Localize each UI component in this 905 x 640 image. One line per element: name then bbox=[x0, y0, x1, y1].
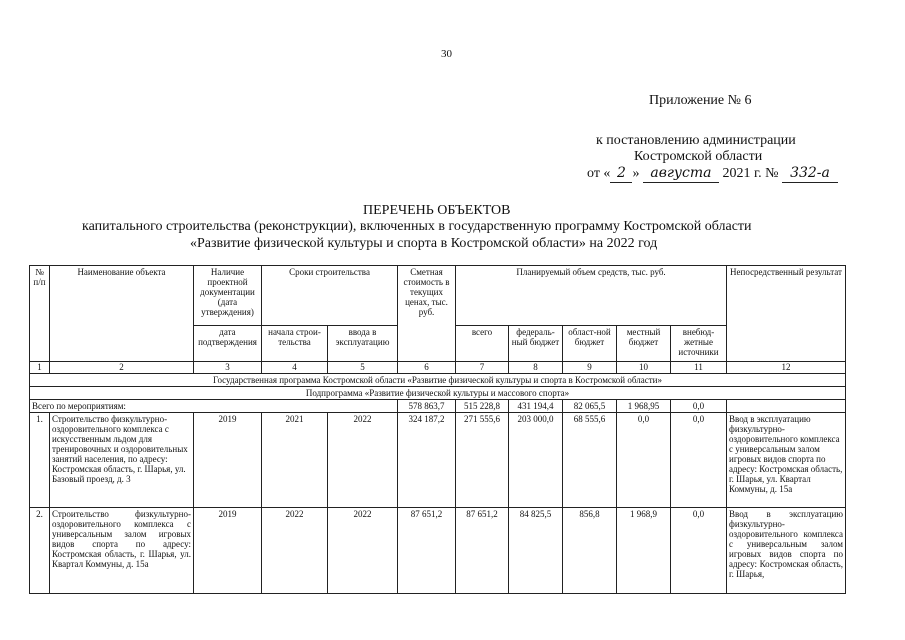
total-total: 515 228,8 bbox=[456, 400, 509, 413]
decree-year: 2021 г. № bbox=[722, 166, 779, 181]
col-number: 1 bbox=[30, 362, 50, 374]
row-result: Ввод в эксплуатацию физкультурно-оздоровительного комплекса с универсальным залом игровых видов спорта по адресу: Костромская область, г. Шарья, bbox=[727, 508, 846, 594]
row-local: 1 968,9 bbox=[617, 508, 671, 594]
decree-line1: к постановлению администрации bbox=[596, 133, 796, 148]
row-federal: 203 000,0 bbox=[509, 413, 563, 508]
column-numbers-row bbox=[30, 362, 846, 374]
col-number: 11 bbox=[671, 362, 727, 374]
row-commission: 2022 bbox=[328, 508, 398, 594]
decree-number: 332-а bbox=[782, 167, 838, 183]
decree-ot: от « bbox=[587, 166, 611, 181]
appendix-label: Приложение № 6 bbox=[649, 93, 752, 108]
col-number: 8 bbox=[509, 362, 563, 374]
row-total: 271 555,6 bbox=[456, 413, 509, 508]
row-docs: 2019 bbox=[194, 508, 262, 594]
total-regional: 82 065,5 bbox=[563, 400, 617, 413]
decree-line2: Костромской области bbox=[634, 149, 763, 164]
title-line1: ПЕРЕЧЕНЬ ОБЪЕКТОВ bbox=[363, 203, 511, 218]
total-row bbox=[30, 400, 846, 413]
row-cost: 87 651,2 bbox=[398, 508, 456, 594]
row-name: Строительство физкультурно-оздоровительного комплекса с универсальным залом игровых видов спорта по адресу: Костромская область, г. Шарья, ул. Квартал Коммуны, д. 15а bbox=[50, 508, 194, 594]
total-local: 1 968,95 bbox=[617, 400, 671, 413]
total-label: Всего по мероприятиям: bbox=[30, 400, 398, 413]
col-number: 2 bbox=[50, 362, 194, 374]
total-federal: 431 194,4 bbox=[509, 400, 563, 413]
col-number: 7 bbox=[456, 362, 509, 374]
row-name: Строительство физкультурно-оздоровительного комплекса с искусственным льдом для тренировочных и оздоровительных занятий населения, по адресу: Костромская область, г. Шарья, ул. Базовый проезд, д. 3 bbox=[50, 413, 194, 508]
col-number: 3 bbox=[194, 362, 262, 374]
header-federal: федераль-ный бюджет bbox=[509, 326, 563, 362]
header-start: начала строи-тельства bbox=[262, 326, 328, 362]
row-cost: 324 187,2 bbox=[398, 413, 456, 508]
row-federal: 84 825,5 bbox=[509, 508, 563, 594]
header-commission: ввода в эксплуатацию bbox=[328, 326, 398, 362]
decree-mid: » bbox=[632, 166, 640, 181]
header-terms: Сроки строительства bbox=[262, 266, 398, 326]
header-planned: Планируемый объем средств, тыс. руб. bbox=[456, 266, 727, 326]
col-number: 9 bbox=[563, 362, 617, 374]
header-num: № п/п bbox=[30, 266, 50, 362]
subprogram-title: Подпрограмма «Развитие физической культуры и массового спорта» bbox=[30, 387, 846, 400]
title-line2: капитального строительства (реконструкции), включенных в государственную программу Костромской области bbox=[82, 219, 752, 234]
program-title: Государственная программа Костромской области «Развитие физической культуры и спорта в Костромской области» bbox=[30, 374, 846, 387]
decree-date-line bbox=[587, 166, 838, 183]
row-result: Ввод в эксплуатацию физкультурно-оздоровительного комплекса с универсальным залом игровых видов спорта по адресу: Костромская область, г. Шарья, ул. Квартал Коммуны, д. 15а bbox=[727, 413, 846, 508]
page-number: 30 bbox=[441, 48, 452, 60]
row-regional: 68 555,6 bbox=[563, 413, 617, 508]
row-offbudget: 0,0 bbox=[671, 508, 727, 594]
header-cost: Сметная стоимость в текущих ценах, тыс. руб. bbox=[398, 266, 456, 362]
header-name: Наименование объекта bbox=[50, 266, 194, 362]
header-offbudget: внебюд-жетные источники bbox=[671, 326, 727, 362]
row-offbudget: 0,0 bbox=[671, 413, 727, 508]
row-start: 2021 bbox=[262, 413, 328, 508]
row-local: 0,0 bbox=[617, 413, 671, 508]
header-total: всего bbox=[456, 326, 509, 362]
total-result bbox=[727, 400, 846, 413]
total-offbudget: 0,0 bbox=[671, 400, 727, 413]
row-num: 1. bbox=[30, 413, 50, 508]
header-regional: област-ной бюджет bbox=[563, 326, 617, 362]
row-commission: 2022 bbox=[328, 413, 398, 508]
row-regional: 856,8 bbox=[563, 508, 617, 594]
decree-month: августа bbox=[643, 167, 719, 183]
table-row bbox=[30, 508, 846, 594]
total-cost: 578 863,7 bbox=[398, 400, 456, 413]
col-number: 6 bbox=[398, 362, 456, 374]
table-row bbox=[30, 413, 846, 508]
col-number: 5 bbox=[328, 362, 398, 374]
header-docs-sub: дата подтверждения bbox=[194, 326, 262, 362]
header-result: Непосредственный результат bbox=[727, 266, 846, 362]
objects-table bbox=[29, 265, 846, 594]
header-local: местный бюджет bbox=[617, 326, 671, 362]
title-line3: «Развитие физической культуры и спорта в Костромской области» на 2022 год bbox=[190, 236, 658, 251]
row-start: 2022 bbox=[262, 508, 328, 594]
row-num: 2. bbox=[30, 508, 50, 594]
decree-day: 2 bbox=[610, 167, 632, 183]
row-total: 87 651,2 bbox=[456, 508, 509, 594]
header-docs: Наличие проектной документации (дата утверждения) bbox=[194, 266, 262, 326]
col-number: 12 bbox=[727, 362, 846, 374]
col-number: 4 bbox=[262, 362, 328, 374]
col-number: 10 bbox=[617, 362, 671, 374]
row-docs: 2019 bbox=[194, 413, 262, 508]
